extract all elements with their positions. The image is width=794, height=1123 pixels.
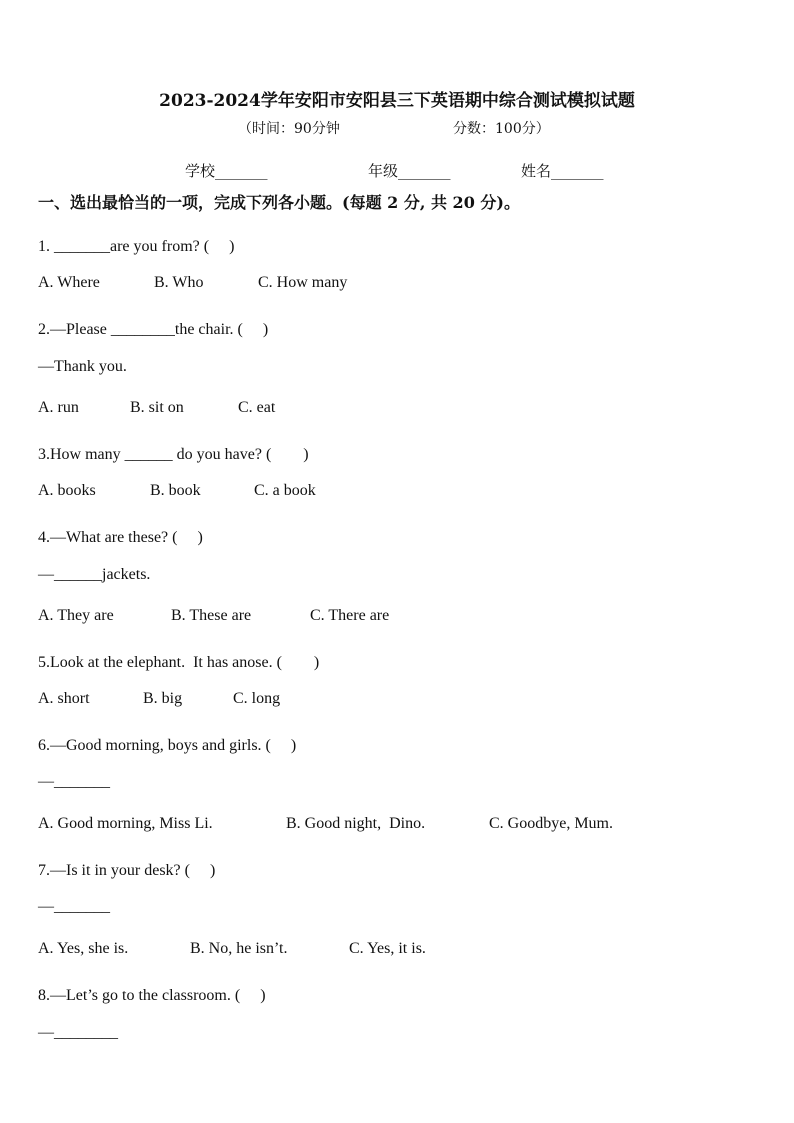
question-5: 5.Look at the elephant. It has anose. ( ) (38, 654, 320, 671)
q8-reply: —________ (38, 1024, 118, 1041)
q7-option-a: A. Yes, she is. (38, 940, 129, 957)
question-7: 7.—Is it in your desk? ( ) (38, 862, 216, 879)
q3-option-a: A. books (38, 482, 96, 499)
exam-title: 2023-2024学年安阳市安阳县三下英语期中综合测试模拟试题 (159, 91, 635, 111)
exam-score: 分数：100分） (453, 121, 550, 137)
question-1: 1. _______are you from? ( ) (38, 238, 235, 255)
q6-option-c: C. Goodbye, Mum. (489, 815, 613, 832)
question-3: 3.How many ______ do you have? ( ) (38, 446, 309, 463)
q4-option-b: B. These are (171, 607, 252, 624)
question-4: 4.—What are these? ( ) (38, 529, 203, 546)
q1-option-a: A. Where (38, 274, 100, 291)
grade-field: 年级_______ (368, 162, 451, 180)
q3-option-c: C. a book (254, 482, 316, 499)
q2-option-b: B. sit on (130, 399, 184, 416)
q2-reply: —Thank you. (38, 358, 127, 375)
q6-option-b: B. Good night, Dino. (286, 815, 426, 832)
q4-option-c: C. There are (310, 607, 390, 624)
name-field: 姓名_______ (521, 162, 604, 180)
q1-option-c: C. How many (258, 274, 348, 291)
q2-option-c: C. eat (238, 399, 276, 416)
q6-reply: —_______ (38, 773, 110, 790)
q7-reply: —_______ (38, 898, 110, 915)
question-6: 6.—Good morning, boys and girls. ( ) (38, 737, 297, 754)
q6-option-a: A. Good morning, Miss Li. (38, 815, 213, 832)
q7-option-c: C. Yes, it is. (349, 940, 426, 957)
question-8: 8.—Let’s go to the classroom. ( ) (38, 987, 266, 1004)
q3-option-b: B. book (150, 482, 201, 499)
q5-option-c: C. long (233, 690, 281, 707)
school-field: 学校_______ (185, 162, 268, 180)
exam-time: （时间：90分钟 (238, 121, 340, 137)
q5-option-b: B. big (143, 690, 183, 707)
q4-reply: —______jackets. (38, 566, 151, 583)
section-heading: 一、选出最恰当的一项，完成下列各小题。(每题 2 分, 共 20 分)。 (38, 193, 520, 212)
q4-option-a: A. They are (38, 607, 114, 624)
question-2: 2.—Please ________the chair. ( ) (38, 321, 269, 338)
q1-option-b: B. Who (154, 274, 204, 291)
q5-option-a: A. short (38, 690, 90, 707)
q2-option-a: A. run (38, 399, 79, 416)
q7-option-b: B. No, he isn’t. (190, 940, 288, 957)
